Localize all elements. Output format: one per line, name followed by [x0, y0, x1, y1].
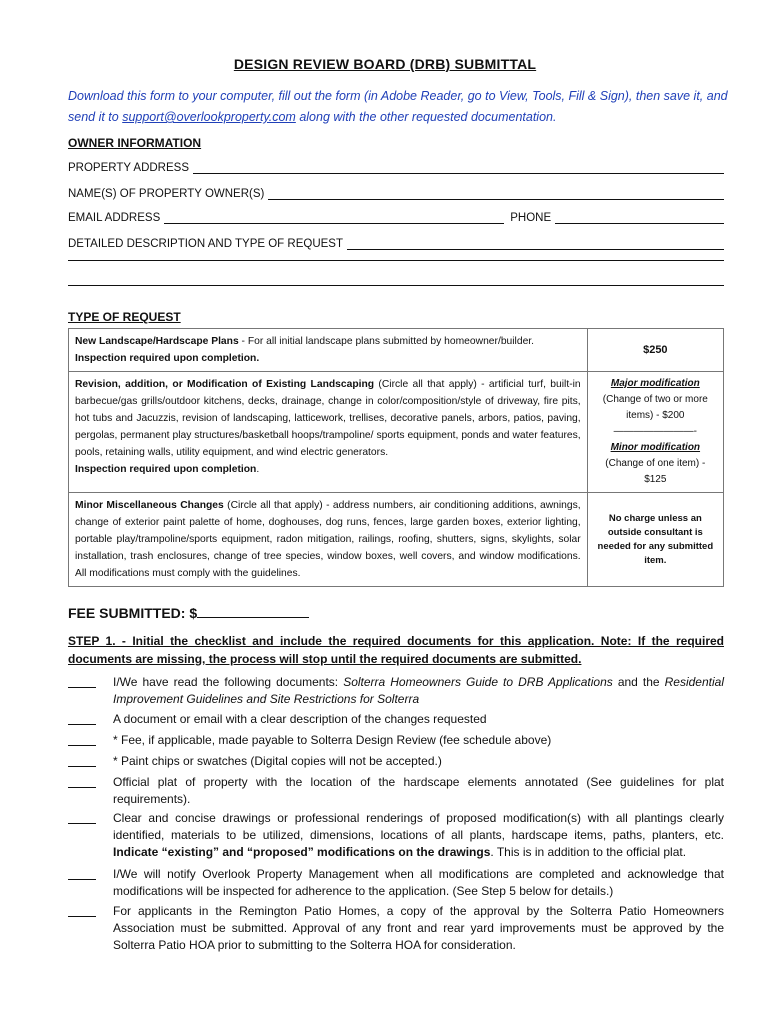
- checklist-item: [68, 732, 724, 749]
- table-row: [69, 372, 724, 493]
- checklist-item: [68, 903, 724, 954]
- minor-modification-title: Minor modification: [610, 442, 701, 453]
- checklist-text: [113, 674, 724, 708]
- checklist-text: I/We will notify Overlook Property Management when all modifications are completed and acknowledge that modifications will be inspected for adherence to the application. (See Step 5 below for details.): [113, 867, 724, 898]
- intro-instructions: [68, 86, 728, 128]
- support-email-link[interactable]: support@overlookproperty.com: [122, 110, 296, 124]
- description-line-3[interactable]: [68, 285, 724, 286]
- guide-document-title: Solterra Homeowners Guide to DRB Applications: [343, 675, 613, 689]
- checklist-text-part: Clear and concise drawings or professional renderings of proposed modification(s) with all plantings clearly identified, materials to be utilized, dimensions, locations of all plants, hardscape items, paths, planters, etc.: [113, 811, 724, 842]
- checklist-text: Official plat of property with the location of the hardscape elements annotated (See guidelines for plat requirements).: [113, 775, 724, 806]
- initial-line[interactable]: [68, 903, 96, 917]
- checklist-item: [68, 753, 724, 770]
- guidelines-document-title: Residential Improvement Guidelines and Site Restrictions for Solterra: [113, 675, 724, 706]
- initial-line[interactable]: [68, 866, 96, 880]
- request-text: (Circle all that apply) - artificial turf, built-in barbecue/gas grills/outdoor kitchens, decks, drainage, change in color/composition/style of driveway, fire pits, hot tubs and Jacuzzis, revision of landscaping, latticework, trellises, decorative panels, arbors, patios, paving, pergolas, permanent play structures/basketball hoops/trampoline/ sports equipment, ponds and water features, pools, retaining walls, utility equipment, and wind electric generators.: [75, 379, 581, 458]
- checklist-item: [68, 866, 724, 900]
- request-description-cell: [69, 493, 588, 587]
- checklist-item: [68, 774, 724, 808]
- intro-text: Download this form to your computer, fill out the form (in Adobe Reader, go to View, Tools, Fill & Sign), then save it, and send it to: [68, 89, 728, 124]
- email-label: EMAIL ADDRESS: [68, 212, 161, 224]
- fee-note: No charge unless an outside consultant is needed for any submitted item.: [597, 512, 714, 566]
- request-description-cell: Revision, addition, or Modification of Existing Landscaping (Circle all that apply) - artificial turf, built-in barbecue/gas grills/outdoor kitchens, decks, drainage, change in color/composition/style of driveway, fire pits, hot tubs and Jacuzzis, revision of landscaping, latticework, trellises, decorative panels, arbors, patios, paving, pergolas, permanent play structures/basketball hoops/trampoline/ sports equipment, ponds and water features, pools, retaining walls, utility equipment, and wind electric generators. Inspection required upon completion.: [69, 372, 588, 493]
- checklist-text: A document or email with a clear description of the changes requested: [113, 712, 487, 726]
- initial-line[interactable]: [68, 732, 96, 746]
- request-text: - For all initial landscape plans submitted by homeowner/builder.: [238, 336, 535, 347]
- drawing-emphasis: Indicate “existing” and “proposed” modifications on the drawings: [113, 845, 491, 859]
- owner-info-heading: OWNER INFORMATION: [68, 136, 202, 150]
- checklist-text-part: and the: [612, 675, 665, 689]
- fee-submitted-line[interactable]: [197, 604, 309, 618]
- initial-line[interactable]: [68, 711, 96, 725]
- property-address-field[interactable]: [68, 158, 724, 174]
- initial-line[interactable]: [68, 810, 96, 824]
- checklist-item: [68, 810, 724, 861]
- checklist-text: * Paint chips or swatches (Digital copies will not be accepted.): [113, 754, 442, 768]
- checklist-item: [68, 711, 724, 728]
- table-row: [69, 493, 724, 587]
- type-of-request-heading: TYPE OF REQUEST: [68, 310, 181, 324]
- request-title: New Landscape/Hardscape Plans: [75, 336, 239, 347]
- property-address-label: PROPERTY ADDRESS: [68, 162, 190, 174]
- description-field[interactable]: [68, 234, 724, 250]
- initial-line[interactable]: [68, 753, 96, 767]
- description-label: DETAILED DESCRIPTION AND TYPE OF REQUEST: [68, 238, 343, 250]
- intro-text-end: along with the other requested documentation.: [295, 110, 557, 124]
- major-modification-fee: (Change of two or more items) - $200: [602, 394, 708, 421]
- request-description-cell: [69, 329, 588, 372]
- request-type-table: [68, 328, 724, 587]
- description-line[interactable]: [347, 238, 724, 250]
- checklist-text-part: . This is in addition to the official plat.: [490, 845, 687, 859]
- owner-names-field[interactable]: [68, 184, 724, 200]
- initial-line[interactable]: [68, 774, 96, 788]
- fee-divider: ————————-: [613, 426, 697, 437]
- fee-amount: $250: [643, 343, 668, 356]
- inspection-note: Inspection required upon completion.: [75, 353, 260, 364]
- checklist-text: [113, 810, 724, 861]
- property-address-line[interactable]: [193, 162, 724, 174]
- checklist-item: [68, 674, 724, 708]
- step1-instructions: STEP 1. - Initial the checklist and include the required documents for this application. Note: If the required documents are missing, the process will stop until the required documents are submitted.: [68, 634, 724, 666]
- table-row: [69, 329, 724, 372]
- minor-modification-fee: (Change of one item) - $125: [605, 458, 706, 485]
- email-phone-field[interactable]: [68, 208, 724, 224]
- request-fee-cell: [587, 329, 723, 372]
- request-text: (Circle all that apply) - address numbers, air conditioning additions, awnings, change of exterior paint palette of home, doghouses, dog runs, fences, large garden boxes, exterior lighting, portable play/trampoline/sports equipment, radon mitigation, railings, roofing, shutters, signs, skylights, solar installation, trash enclosures, change of tree species, window boxes, well covers, and window modifications. All modifications must comply with the guidelines.: [75, 500, 581, 579]
- checklist-text: * Fee, if applicable, made payable to Solterra Design Review (fee schedule above): [113, 733, 552, 747]
- request-title: Revision, addition, or Modification of Existing Landscaping: [75, 379, 375, 390]
- checklist-text: For applicants in the Remington Patio Homes, a copy of the approval by the Solterra Patio Homeowners Association must be submitted. Approval of any front and rear yard improvements must be approved by the Solterra Patio HOA prior to submitting to the Solterra HOA for consideration.: [113, 904, 724, 952]
- fee-submitted-label: FEE SUBMITTED: $: [68, 605, 198, 621]
- form-title: DESIGN REVIEW BOARD (DRB) SUBMITTAL: [233, 56, 537, 72]
- fee-submitted-field[interactable]: [68, 604, 309, 621]
- initial-line[interactable]: [68, 674, 96, 688]
- request-fee-cell: [587, 372, 723, 493]
- description-line-2[interactable]: [68, 260, 724, 261]
- major-modification-title: Major modification: [610, 378, 700, 389]
- owner-names-label: NAME(S) OF PROPERTY OWNER(S): [68, 188, 265, 200]
- inspection-note: Inspection required upon completion: [75, 464, 257, 475]
- email-line[interactable]: [164, 212, 504, 224]
- phone-label: PHONE: [510, 212, 552, 224]
- owner-names-line[interactable]: [268, 188, 724, 200]
- phone-line[interactable]: [555, 212, 724, 224]
- request-fee-cell: [587, 493, 723, 587]
- checklist-text-part: I/We have read the following documents:: [113, 675, 344, 689]
- request-title: Minor Miscellaneous Changes: [75, 500, 224, 511]
